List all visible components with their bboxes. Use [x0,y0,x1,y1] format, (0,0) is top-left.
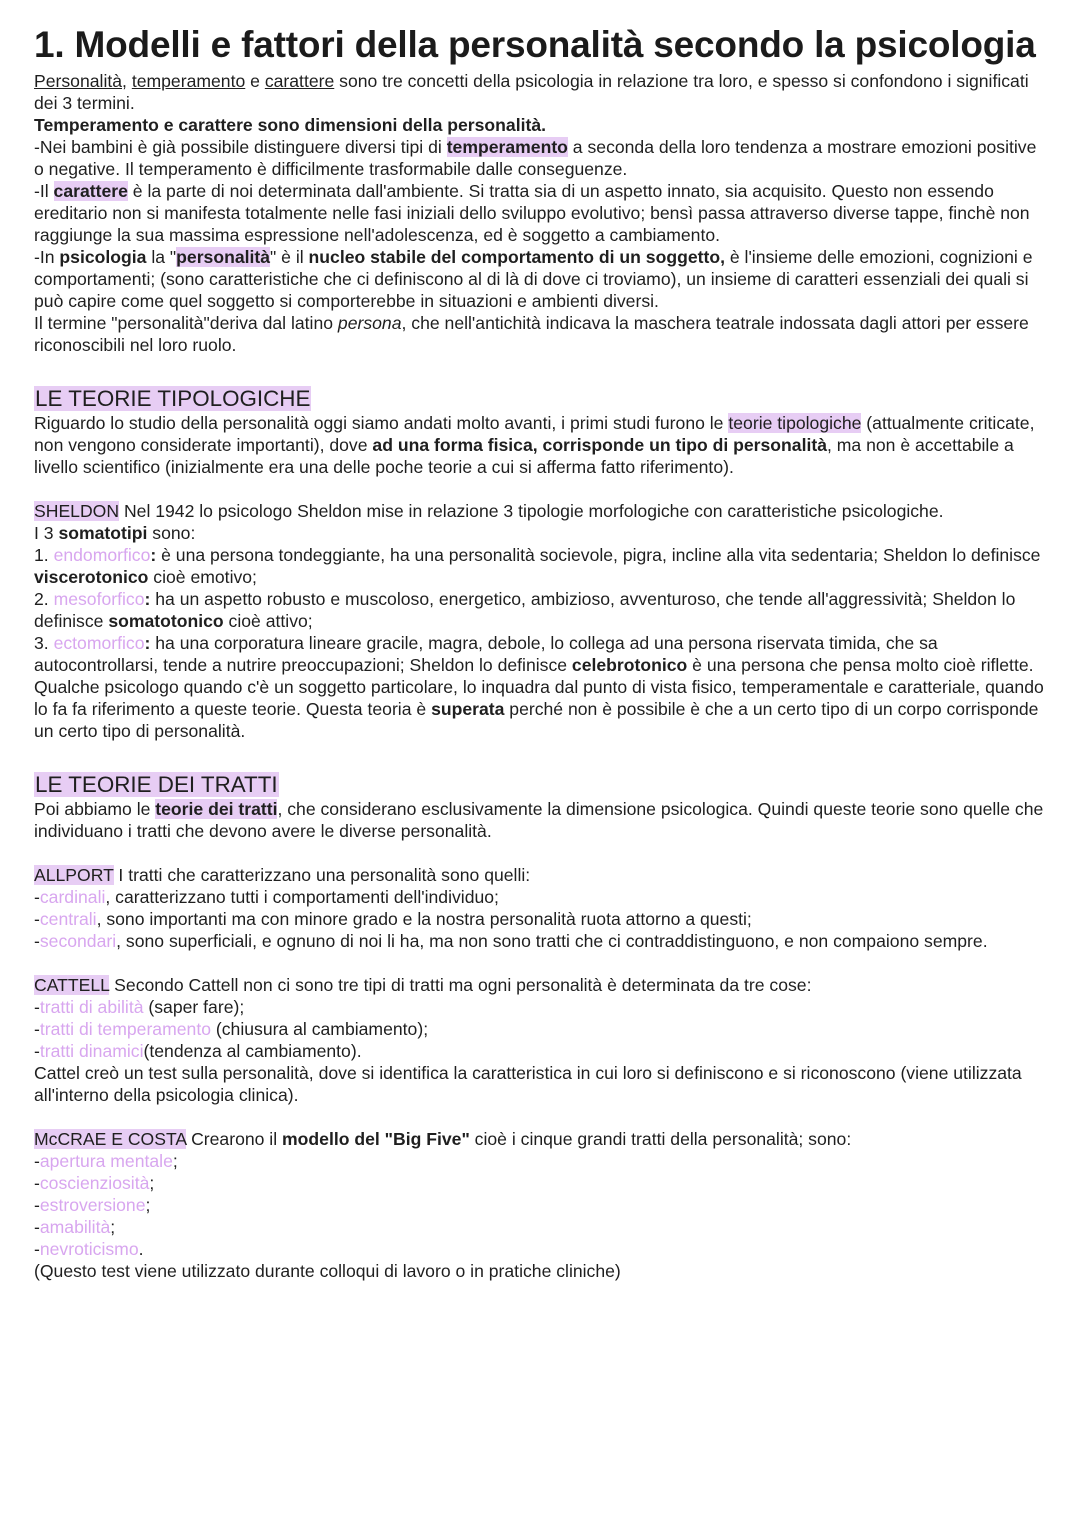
highlight-teorie-tratti: teorie dei tratti [155,799,278,819]
highlight-temperamento: temperamento [446,137,568,157]
tratti-paragraph: Poi abbiamo le teorie dei tratti, che considerano esclusivamente la dimensione psicologica. Quindi queste teorie sono quelle che individuano i tratti che devono avere le diverse personalità. [34,799,1044,841]
list-item: -nevroticismo. [34,1239,144,1259]
term-carattere: carattere [264,71,335,91]
tipologiche-closing: Qualche psicologo quando c'è un soggetto particolare, lo inquadra dal punto di vista fisico, temperamentale e caratteriale, quando lo fa fa riferimento a queste teorie. Questa teoria è superata perché non è possibile è che a un certo tipo di un corpo corrisponde un certo tipo di personalità. [34,677,1044,741]
list-item: -secondari, sono superficiali, e ognuno di noi li ha, ma non sono tratti che ci contraddistinguono, e non compaiono sempre. [34,931,988,951]
mccrae-paragraph: McCRAE E COSTA Crearono il modello del "Big Five" cioè i cinque grandi tratti della personalità; sono: [34,1129,852,1149]
sheldon-tag: SHELDON [34,501,120,521]
list-item: -coscienziosità; [34,1173,155,1193]
list-item: -cardinali, caratterizzano tutti i comportamenti dell'individuo; [34,887,499,907]
section-heading-tipologiche: LE TEORIE TIPOLOGICHE [35,386,311,411]
list-item: 2. mesoforfico: ha un aspetto robusto e muscoloso, energetico, ambizioso, avventuroso, che tende all'aggressività; Sheldon lo definisce somatotonico cioè attivo; [34,589,1016,631]
big-five-closing: (Questo test viene utilizzato durante colloqui di lavoro o in pratiche cliniche) [34,1261,621,1281]
carattere-paragraph: -Il carattere è la parte di noi determinata dall'ambiente. Si tratta sia di un aspetto innato, sia acquisito. Questo non essendo ereditario non si manifesta totalmente nelle fasi iniziali dello sviluppo evolutivo; bensì passa attraverso diverse tappe, finchè non raggiunge la sua massima espressione nell'adolescenza, ed è soggetto a cambiamento. [34,181,1030,245]
list-item: 3. ectomorfico: ha una corporatura lineare gracile, magra, debole, lo collega ad una persona riservata timida, che sa autocontrollarsi, tende a nutrire preoccupazioni; Sheldon lo definisce celebrotonico è una persona che pensa molto cioè riflette. [34,633,1034,675]
cattell-closing: Cattel creò un test sulla personalità, dove si identifica la caratteristica in cui loro si definiscono e si riconoscono (viene utilizzata all'interno della psicologia clinica). [34,1063,1022,1105]
term-temperamento: temperamento [131,71,246,91]
allport-tag: ALLPORT [34,865,114,885]
mccrae-tag: McCRAE E COSTA [34,1129,187,1149]
tipologiche-paragraph: Riguardo lo studio della personalità oggi siamo andati molto avanti, i primi studi furono le teorie tipologiche (attualmente criticate, non vengono considerate importanti), dove ad una forma fisica, corrisponde un tipo di personalità, ma non è accettabile a livello scientifico (inizialmente era una delle poche teorie a cui si afferma fatto riferimento). [34,413,1035,477]
cattell-tag: CATTELL [34,975,110,995]
list-item: -amabilità; [34,1217,116,1237]
highlight-personalita: personalità [176,247,271,267]
list-item: -apertura mentale; [34,1151,178,1171]
term-endomorfico: endomorfico [53,545,151,565]
bold-statement: Temperamento e carattere sono dimensioni della personalità. [34,115,546,135]
section-heading-tratti: LE TEORIE DEI TRATTI [35,772,278,797]
allport-paragraph: ALLPORT I tratti che caratterizzano una personalità sono quelli: [34,865,531,885]
sheldon-paragraph: SHELDON Nel 1942 lo psicologo Sheldon mise in relazione 3 tipologie morfologiche con caratteristiche psicologiche. [34,501,944,521]
etimologia-paragraph: Il termine "personalità"deriva dal latino persona, che nell'antichità indicava la maschera teatrale indossata dagli attori per essere riconoscibili nel loro ruolo. [34,313,1029,355]
term-ectomorfico: ectomorfico [53,633,145,653]
list-item: -estroversione; [34,1195,151,1215]
highlight-teorie-tipologiche: teorie tipologiche [728,413,862,433]
somatotipi-line: I 3 somatotipi sono: [34,523,196,543]
term-personalita: Personalità [34,71,123,91]
intro-paragraph: Personalità, temperamento e carattere sono tre concetti della psicologia in relazione tra loro, e spesso si confondono i significati dei 3 termini. [34,71,1029,113]
list-item: -tratti di temperamento (chiusura al cambiamento); [34,1019,429,1039]
highlight-carattere: carattere [53,181,128,201]
list-item: -tratti di abilità (saper fare); [34,997,245,1017]
page-title: 1. Modelli e fattori della personalità secondo la psicologia [34,24,1036,65]
list-item: 1. endomorfico: è una persona tondeggiante, ha una personalità socievole, pigra, incline alla vita sedentaria; Sheldon lo definisce viscerotonico cioè emotivo; [34,545,1041,587]
cattell-paragraph: CATTELL Secondo Cattell non ci sono tre tipi di tratti ma ogni personalità è determinata da tre cose: [34,975,812,995]
list-item: -tratti dinamici(tendenza al cambiamento). [34,1041,362,1061]
list-item: -centrali, sono importanti ma con minore grado e la nostra personalità ruota attorno a questi; [34,909,752,929]
psicologia-paragraph: -In psicologia la "personalità" è il nucleo stabile del comportamento di un soggetto, è l'insieme delle emozioni, cognizioni e comportamenti; (sono caratteristiche che ci definiscono al di là di dove ci troviamo), un insieme di caratteri essenziali dei quali si può capire come quel soggetto si comporterebbe in situazioni e ambienti diversi. [34,247,1033,311]
term-mesomorfico: mesoforfico [53,589,145,609]
temperamento-paragraph: -Nei bambini è già possibile distinguere diversi tipi di temperamento a seconda della loro tendenza a mostrare emozioni positive o negative. Il temperamento è difficilmente trasformabile dalle conseguenze. [34,137,1037,179]
